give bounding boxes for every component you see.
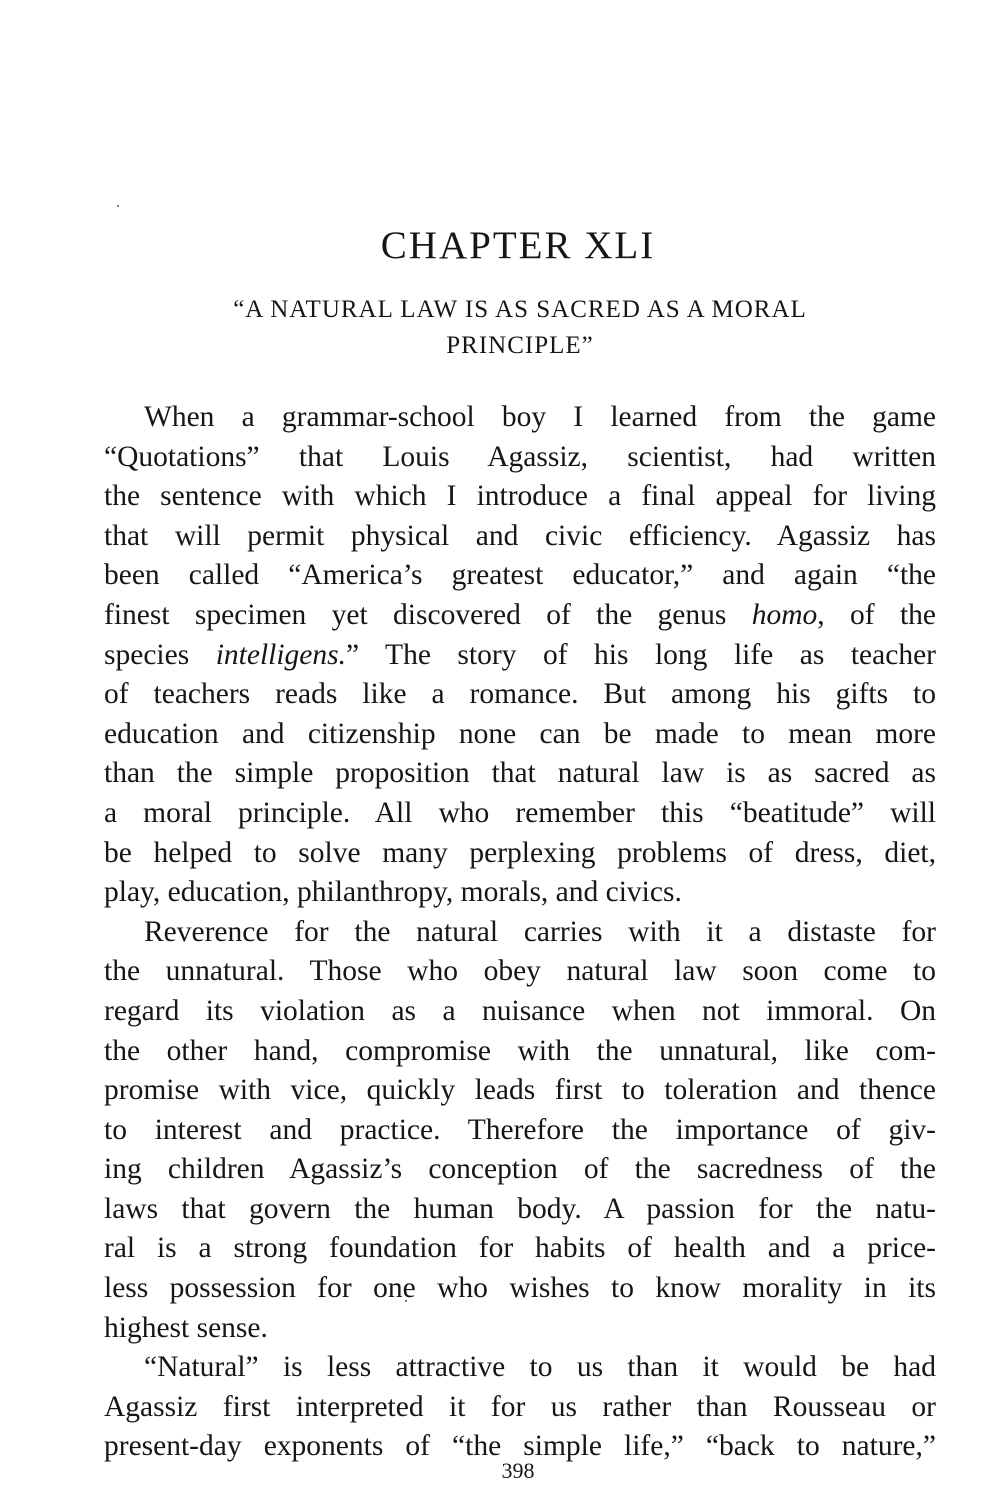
text-line: that will permit physical and civic efficiency. Agassiz has — [104, 519, 936, 552]
text-line: less possession for one who wishes to know morality in its — [104, 1272, 936, 1305]
italic-term: homo — [751, 598, 818, 631]
text-line: the other hand, compromise with the unnatural, like com- — [104, 1034, 936, 1067]
text-line: than the simple proposition that natural law is as sacred as — [104, 757, 936, 790]
scan-speck — [117, 205, 119, 207]
text-line: Reverence for the natural carries with it a distaste for — [144, 915, 936, 948]
chapter-subtitle — [150, 292, 890, 364]
subtitle-line: “A NATURAL LAW IS AS SACRED AS A MORAL — [233, 296, 807, 323]
text-fragment: ” The story of his long life as teacher — [345, 638, 936, 671]
text-line: promise with vice, quickly leads first to toleration and thence — [104, 1074, 936, 1107]
subtitle-line: PRINCIPLE” — [446, 332, 594, 359]
text-line — [104, 636, 936, 676]
text-line: been called “America’s greatest educator,” and again “the — [104, 559, 936, 592]
text-line: When a grammar-school boy I learned from the game — [144, 401, 936, 433]
page-number: 398 — [501, 1458, 535, 1483]
body-text — [104, 398, 936, 1467]
text-line: a moral principle. All who remember this “beatitude” will — [104, 796, 936, 829]
text-fragment: finest specimen yet discovered of the genus — [104, 598, 752, 631]
text-line: of teachers reads like a romance. But among his gifts to — [104, 678, 936, 711]
text-line — [104, 596, 936, 636]
text-line: education and citizenship none can be made to mean more — [104, 717, 936, 750]
text-line: “Quotations” that Louis Agassiz, scientist, had written — [104, 440, 936, 473]
text-fragment: , of the — [817, 598, 936, 631]
text-line: the unnatural. Those who obey natural law soon come to — [104, 955, 936, 988]
text-line: ing children Agassiz’s conception of the sacredness of the — [104, 1153, 936, 1186]
text-line: laws that govern the human body. A passion for the natu- — [104, 1192, 936, 1225]
text-line: Agassiz first interpreted it for us rather than Rousseau or — [104, 1390, 936, 1423]
italic-term: intelligens. — [215, 638, 346, 671]
text-fragment: species — [104, 638, 216, 671]
text-line: highest sense. — [104, 1311, 268, 1344]
text-line: play, education, philanthropy, morals, and civics. — [104, 876, 682, 909]
paragraph — [104, 398, 936, 913]
text-line: regard its violation as a nuisance when not immoral. On — [104, 994, 936, 1027]
paragraph — [104, 1348, 936, 1467]
text-line: be helped to solve many perplexing problems of dress, diet, — [104, 836, 936, 869]
text-line: present-day exponents of “the simple life,” “back to nature,” — [104, 1430, 936, 1463]
text-line: the sentence with which I introduce a final appeal for living — [104, 480, 936, 513]
paragraph — [104, 913, 936, 1349]
chapter-title: CHAPTER XLI — [380, 224, 656, 267]
text-line: ral is a strong foundation for habits of health and a price- — [104, 1232, 936, 1265]
text-line: to interest and practice. Therefore the importance of giv- — [104, 1113, 936, 1146]
text-line: “Natural” is less attractive to us than it would be had — [144, 1351, 936, 1384]
